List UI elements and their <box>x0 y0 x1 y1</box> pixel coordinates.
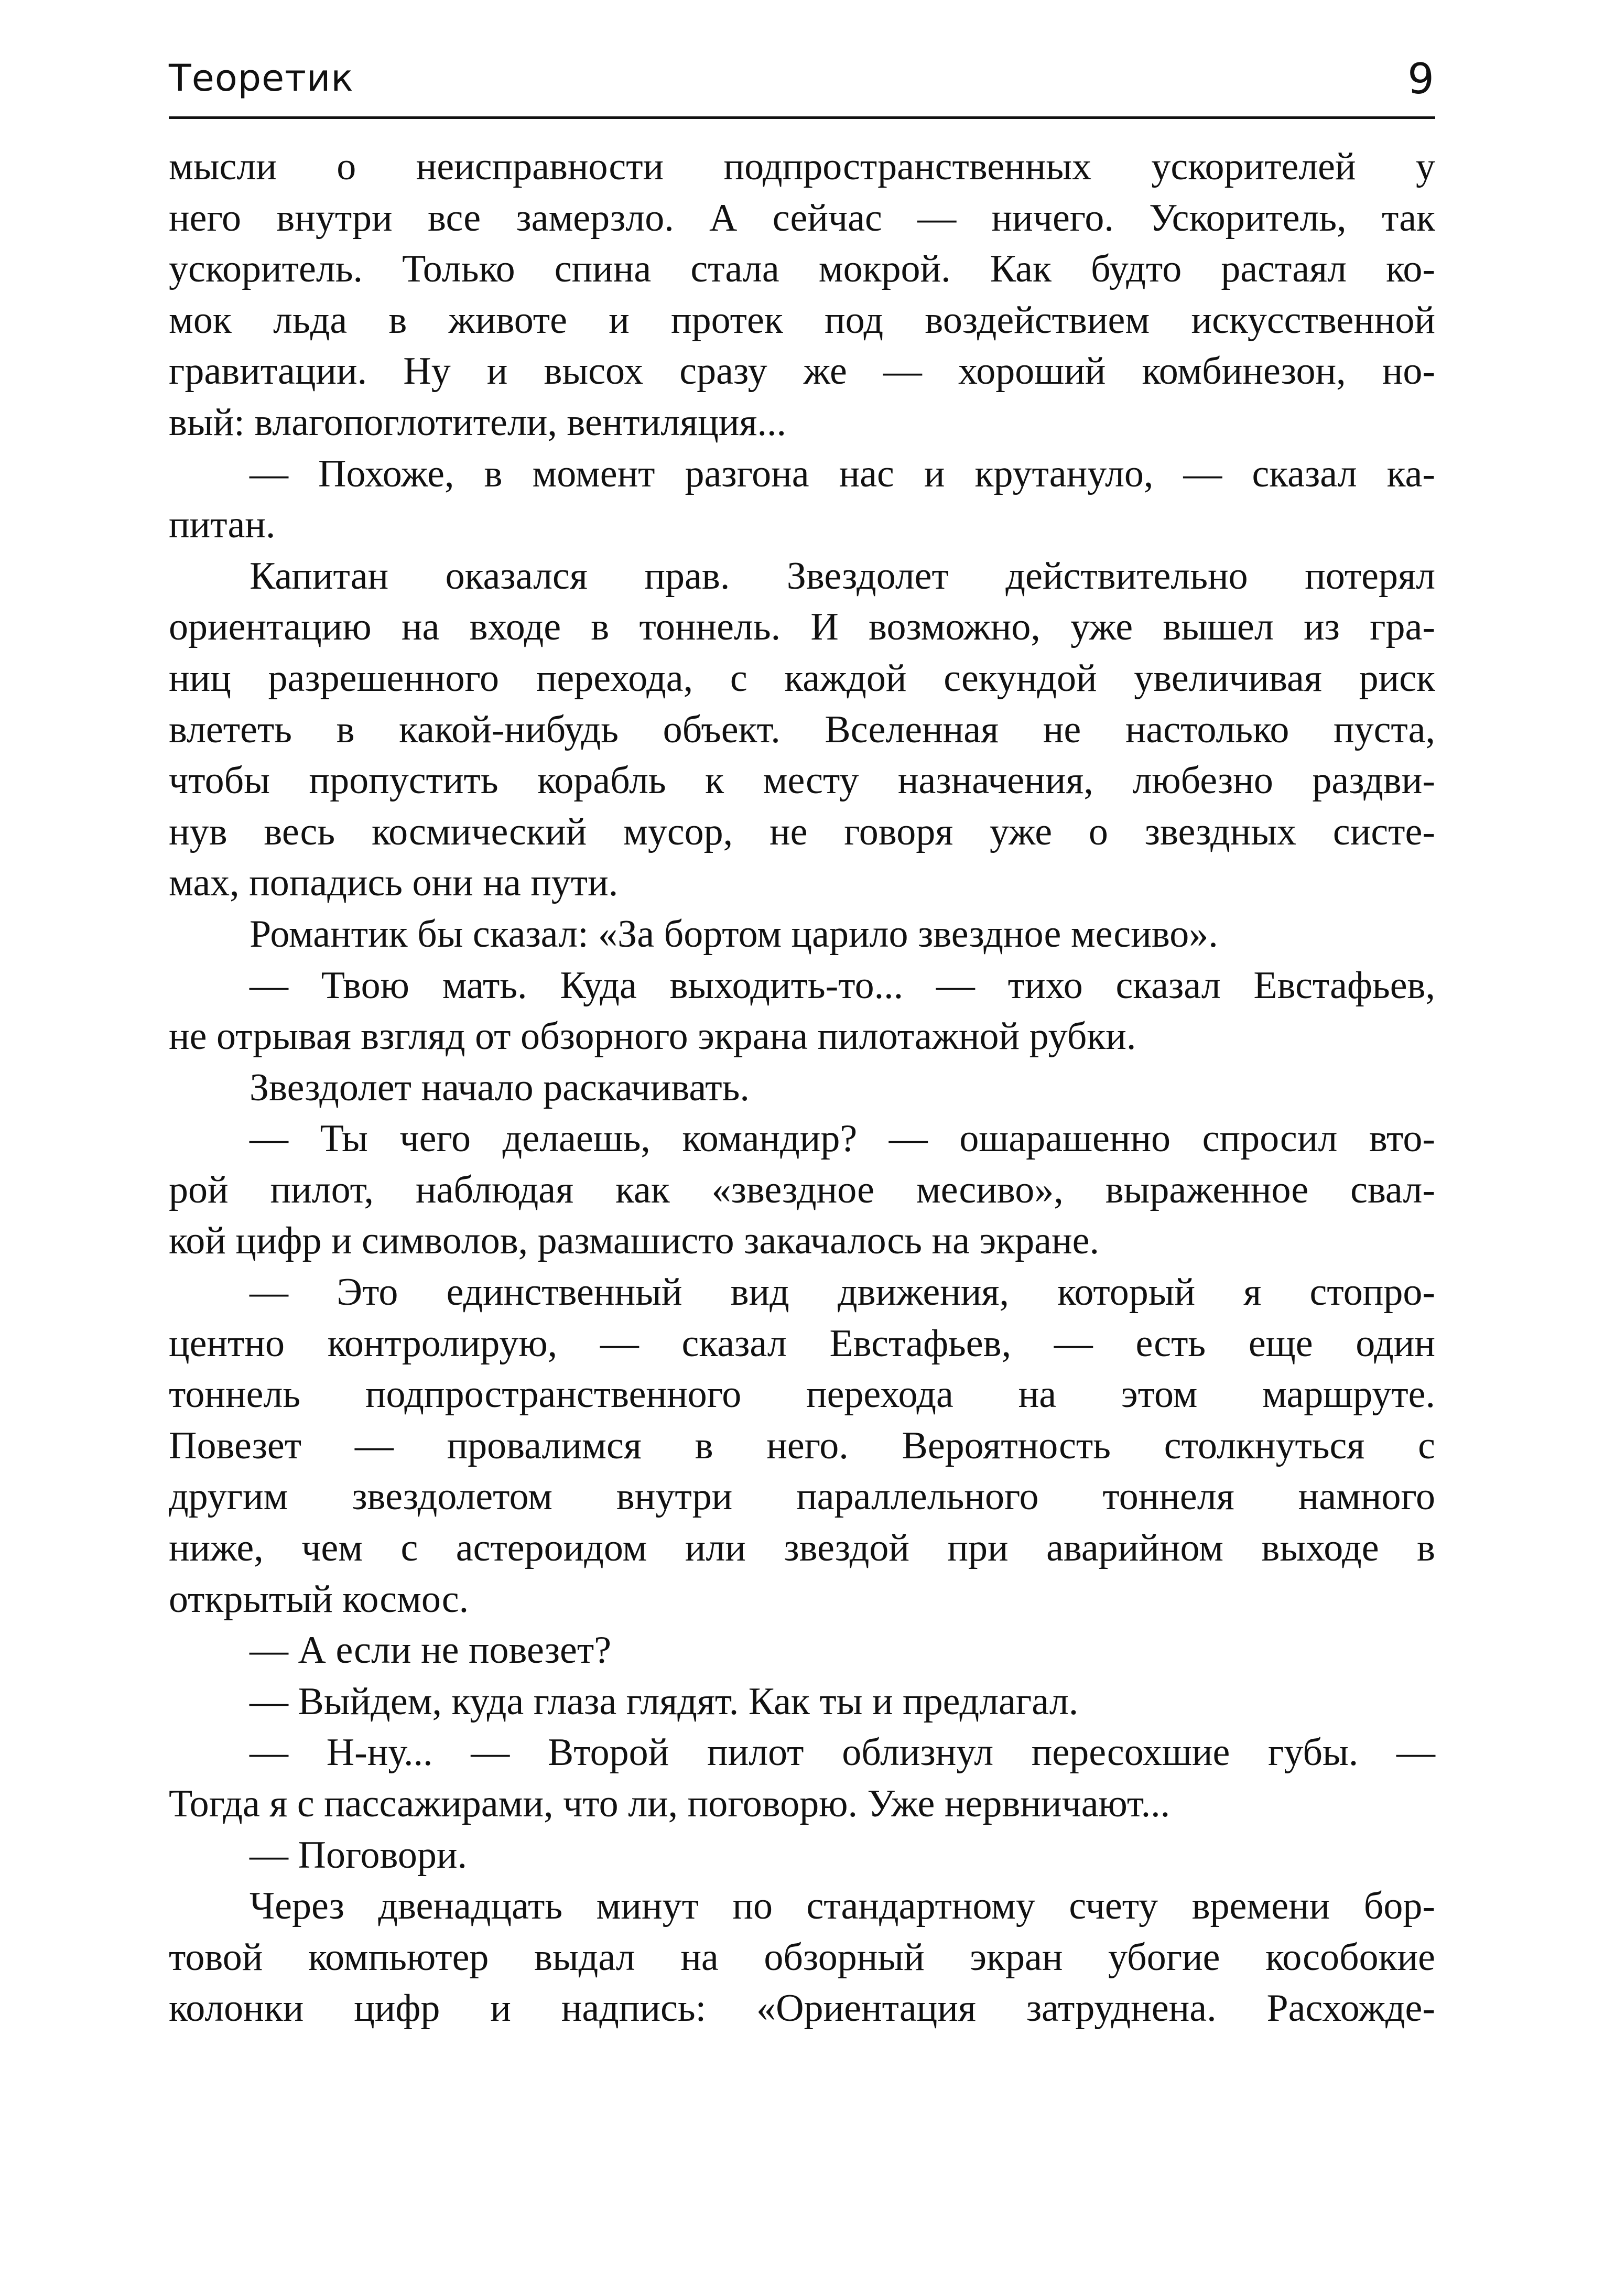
text-line: колонки цифр и надпись: «Ориентация затруднена. Расхожде- <box>169 1987 1435 2030</box>
text-line: кой цифр и символов, размашисто закачалось на экране. <box>169 1219 1099 1263</box>
text-line: мах, попадись они на пути. <box>169 861 619 905</box>
text-line: рой пилот, наблюдая как «звездное месиво», выраженное свал- <box>169 1168 1435 1211</box>
text-line: нув весь космический мусор, не говоря уже о звездных систе- <box>169 810 1435 853</box>
page-number: 9 <box>1407 55 1434 103</box>
text-line: — Н-ну... — Второй пилот облизнул пересохшие губы. — <box>250 1731 1435 1774</box>
text-line: мысли о неисправности подпространственных ускорителей у <box>169 145 1435 188</box>
text-line: другим звездолетом внутри параллельного тоннеля намного <box>169 1475 1435 1519</box>
text-line: ускоритель. Только спина стала мокрой. Как будто растаял ко- <box>169 247 1435 291</box>
text-line: питан. <box>169 503 276 547</box>
text-line: ориентацию на входе в тоннель. И возможно, уже вышел из гра- <box>169 605 1435 649</box>
text-line: вый: влагопоглотители, вентиляция... <box>169 400 786 444</box>
text-line: гравитации. Ну и высох сразу же — хороший комбинезон, но- <box>169 350 1435 393</box>
text-line: не отрывая взгляд от обзорного экрана пилотажной рубки. <box>169 1015 1136 1058</box>
text-line: центно контролирую, — сказал Евстафьев, — есть еще один <box>169 1322 1435 1365</box>
text-line: Романтик бы сказал: «За бортом царило звездное месиво». <box>250 912 1218 956</box>
text-line: ниже, чем с астероидом или звездой при аварийном выходе в <box>169 1526 1435 1570</box>
text-line: мок льда в животе и протек под воздействием искусственной <box>169 298 1435 342</box>
text-line: — Твою мать. Куда выходить-то... — тихо сказал Евстафьев, <box>250 963 1435 1007</box>
text-line: — Похоже, в момент разгона нас и крутануло, — сказал ка- <box>250 452 1435 495</box>
text-line: влететь в какой-нибудь объект. Вселенная не настолько пуста, <box>169 708 1435 751</box>
text-line: чтобы пропустить корабль к месту назначения, любезно раздви- <box>169 759 1435 803</box>
running-title: Теоретик <box>169 57 354 100</box>
text-line: — А если не повезет? <box>250 1629 612 1672</box>
text-line: Через двенадцать минут по стандартному счету времени бор- <box>250 1885 1435 1928</box>
text-line: Звездолет начало раскачивать. <box>250 1066 750 1109</box>
text-line: тоннель подпространственного перехода на этом маршруте. <box>169 1373 1435 1416</box>
text-line: — Выйдем, куда глаза глядят. Как ты и предлагал. <box>250 1680 1079 1723</box>
body-text <box>169 142 1435 2034</box>
text-line: него внутри все замерзло. А сейчас — ничего. Ускоритель, так <box>169 196 1435 240</box>
text-line: — Поговори. <box>250 1833 467 1877</box>
running-header <box>169 55 1435 119</box>
text-line: Тогда я с пассажирами, что ли, поговорю. Уже нервничают... <box>169 1782 1171 1825</box>
text-line: открытый космос. <box>169 1577 469 1621</box>
text-line: ниц разрешенного перехода, с каждой секундой увеличивая риск <box>169 656 1435 700</box>
text-line: Капитан оказался прав. Звездолет действительно потерял <box>250 554 1435 598</box>
text-line: — Ты чего делаешь, командир? — ошарашенно спросил вто- <box>250 1117 1435 1161</box>
text-line: товой компьютер выдал на обзорный экран убогие кособокие <box>169 1935 1435 1979</box>
text-line: Повезет — провалимся в него. Вероятность столкнуться с <box>169 1424 1435 1467</box>
text-line: — Это единственный вид движения, который я стопро- <box>250 1271 1435 1314</box>
